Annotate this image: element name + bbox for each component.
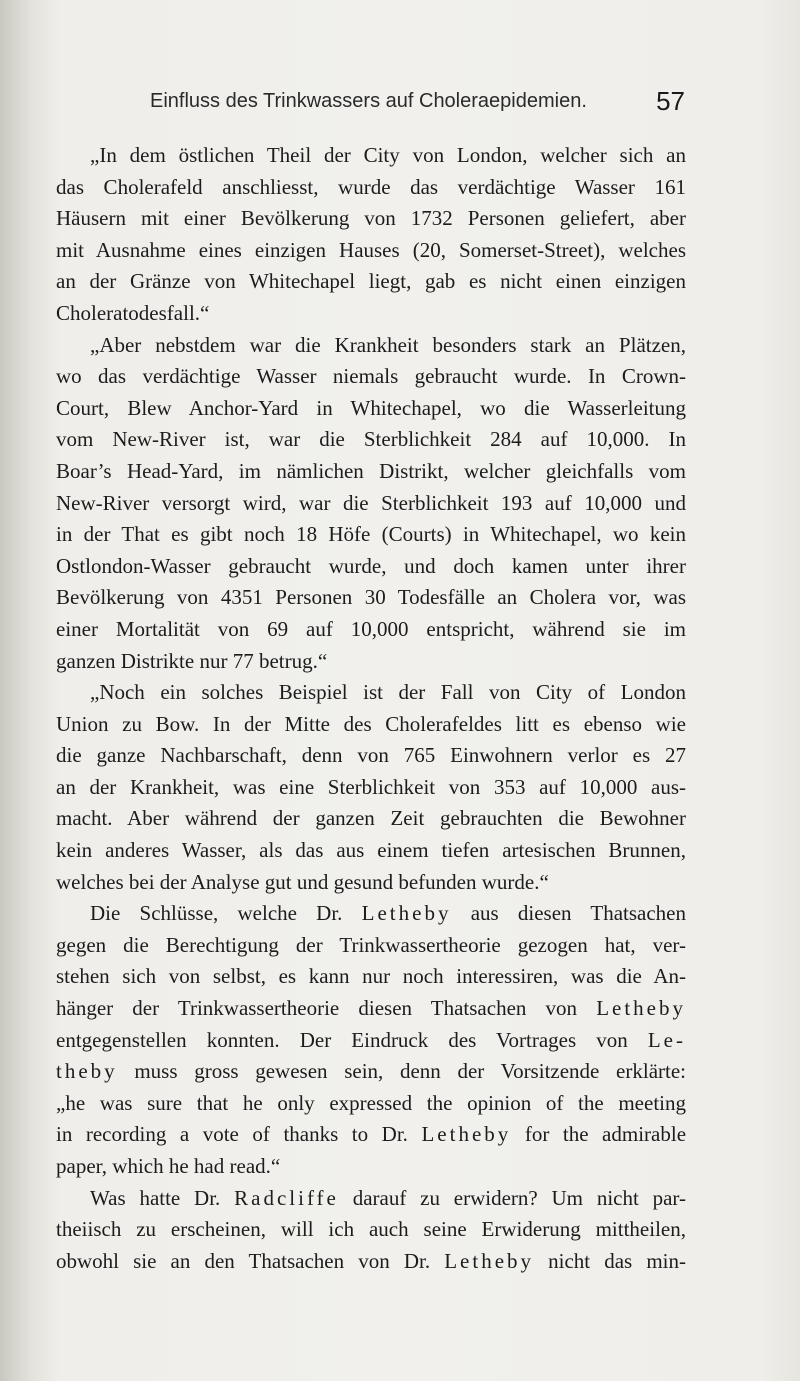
text-line	[56, 1183, 686, 1215]
text-line: das Cholerafeld anschliesst, wurde das verdächtige Wasser 161	[56, 174, 686, 199]
text-line: stehen sich von selbst, es kann nur noch interessiren, was die An-	[56, 964, 686, 989]
text-run: for the admirable	[524, 1122, 687, 1147]
text-line: in der That es gibt noch 18 Höfe (Courts) in Whitechapel, wo kein	[56, 522, 686, 547]
text-line: welches bei der Analyse gut und gesund befunden wurde.“	[56, 869, 549, 894]
text-line: vom New-River ist, war die Sterblichkeit 284 auf 10,000. In	[56, 427, 686, 452]
text-run: aus diesen Thatsachen	[470, 901, 686, 926]
text-run: Was hatte Dr.	[90, 1185, 221, 1210]
text-line: einer Mortalität von 69 auf 10,000 entspricht, während sie im	[56, 616, 686, 641]
text-run: obwohl sie an den Thatsachen von Dr.	[56, 1248, 431, 1273]
text-run: entgegenstellen konnten. Der Eindruck des Vortrages von	[56, 1027, 628, 1052]
text-line: wo das verdächtige Wasser niemals gebraucht wurde. In Crown-	[56, 364, 686, 389]
text-line: Court, Blew Anchor-Yard in Whitechapel, wo die Wasserleitung	[56, 395, 686, 420]
text-line: mit Ausnahme eines einzigen Hauses (20, Somerset-Street), welches	[56, 237, 686, 262]
author-name: Letheby	[444, 1248, 535, 1273]
text-line: ganzen Distrikte nur 77 betrug.“	[56, 648, 328, 673]
text-line: „he was sure that he only expressed the opinion of the meeting	[56, 1090, 686, 1115]
text-line	[56, 1056, 686, 1088]
text-line: Bevölkerung von 4351 Personen 30 Todesfälle an Cholera vor, was	[56, 585, 686, 610]
text-line: Boar’s Head-Yard, im nämlichen Distrikt, welcher gleichfalls vom	[56, 458, 686, 483]
text-run: nicht das min-	[548, 1248, 686, 1273]
text-run: in recording a vote of thanks to Dr.	[56, 1122, 408, 1147]
text-line: Häusern mit einer Bevölkerung von 1732 Personen geliefert, aber	[56, 206, 686, 231]
author-name: Radcliffe	[234, 1185, 339, 1210]
text-run: darauf zu erwidern? Um nicht par-	[352, 1185, 686, 1210]
text-line: gegen die Berechtigung der Trinkwassertheorie gezogen hat, ver-	[56, 932, 686, 957]
text-line: Union zu Bow. In der Mitte des Cholerafeldes litt es ebenso wie	[56, 711, 686, 736]
text-line: paper, which he had read.“	[56, 1154, 281, 1178]
text-run: hänger der Trinkwassertheorie diesen Thatsachen von	[56, 996, 578, 1021]
text-line: macht. Aber während der ganzen Zeit gebrauchten die Bewohner	[56, 806, 686, 831]
text-run: Die Schlüsse, welche Dr.	[90, 901, 343, 926]
running-title: Einfluss des Trinkwassers auf Choleraepidemien.	[150, 90, 587, 112]
text-line	[56, 1025, 686, 1057]
author-name: Letheby	[421, 1122, 512, 1147]
text-line	[56, 898, 686, 930]
text-line: theiisch zu erscheinen, will ich auch seine Erwiderung mittheilen,	[56, 1217, 686, 1242]
body-text	[56, 140, 686, 1277]
text-line: Choleratodesfall.“	[56, 300, 210, 325]
page-header	[140, 86, 685, 122]
author-name: Letheby	[361, 901, 452, 926]
text-line: „In dem östlichen Theil der City von London, welcher sich an	[90, 143, 686, 167]
text-line	[56, 1119, 686, 1151]
text-line: die ganze Nachbarschaft, denn von 765 Einwohnern verlor es 27	[56, 743, 686, 768]
page-number: 57	[656, 86, 685, 116]
text-line: New-River versorgt wird, war die Sterblichkeit 193 auf 10,000 und	[56, 490, 686, 515]
author-name: Letheby	[596, 996, 687, 1021]
text-line: „Noch ein solches Beispiel ist der Fall von City of London	[90, 680, 686, 705]
author-name: Le-	[647, 1027, 686, 1052]
text-line: kein anderes Wasser, als das aus einem tiefen artesischen Brunnen,	[56, 838, 686, 863]
text-line: Ostlondon-Wasser gebraucht wurde, und doch kamen unter ihrer	[56, 553, 686, 578]
text-run: muss gross gewesen sein, denn der Vorsitzende erklärte:	[134, 1059, 687, 1084]
author-name: theby	[56, 1059, 118, 1084]
text-line: „Aber nebstdem war die Krankheit besonders stark an Plätzen,	[90, 332, 686, 357]
text-line	[56, 993, 686, 1025]
text-line: an der Krankheit, was eine Sterblichkeit von 353 auf 10,000 aus-	[56, 774, 686, 799]
text-line: an der Gränze von Whitechapel liegt, gab es nicht einen einzigen	[56, 269, 686, 294]
text-line	[56, 1246, 686, 1278]
